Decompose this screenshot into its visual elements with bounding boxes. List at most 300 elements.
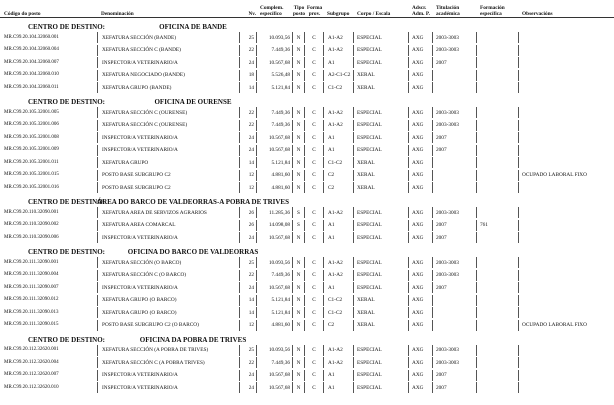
cell-corpo-escala: ESPECIAL (354, 57, 409, 68)
cell-tipo-posto: S (293, 207, 305, 218)
centro-de-destino-label: CENTRO DE DESTINO: (28, 98, 106, 106)
col-header-titulacion (433, 2, 477, 17)
cell-nivel: 14 (240, 82, 257, 93)
cell-adscricion: AXG (409, 232, 433, 243)
cell-subgrupo: A1-A2 (324, 257, 354, 268)
cell-complemento: 4.881,60 (257, 320, 293, 331)
cell-denominacion: XEFATURA SECCIÓN C (A POBRA TRIVES) (97, 357, 240, 368)
cell-nivel: 24 (240, 370, 257, 381)
cell-adscricion: AXG (409, 132, 433, 143)
cell-complemento: 10.093,56 (257, 257, 293, 268)
cell-tipo-posto: N (293, 382, 305, 393)
cell-denominacion: XEFATURA SECCIÓN (A POBRA DE TRIVES) (97, 345, 240, 356)
table-row (0, 157, 614, 168)
section-rows (0, 345, 614, 394)
cell-subgrupo: C1-C2 (324, 307, 354, 318)
table-row (0, 207, 614, 218)
cell-subgrupo: A1 (324, 370, 354, 381)
cell-observacions (519, 45, 614, 56)
cell-tipo-posto: N (293, 170, 305, 181)
cell-forma-prov: C (305, 232, 324, 243)
cell-complemento: 5.121,84 (257, 307, 293, 318)
cell-nivel: 12 (240, 320, 257, 331)
col-header-nivel-label: Nv. (248, 11, 256, 17)
cell-adscricion: AXG (409, 107, 433, 118)
cell-adscricion: AXG (409, 57, 433, 68)
cell-complemento: 5.526,48 (257, 70, 293, 81)
cell-formacion (477, 282, 519, 293)
cell-adscricion: AXG (409, 257, 433, 268)
section-rows (0, 257, 614, 331)
table-row (0, 270, 614, 281)
cell-adscricion: AXG (409, 70, 433, 81)
cell-nivel: 26 (240, 207, 257, 218)
cell-corpo-escala: ESPECIAL (354, 357, 409, 368)
cell-complemento: 14.098,08 (257, 220, 293, 231)
cell-formacion (477, 257, 519, 268)
cell-codigo-posto: MR.C99.20.111.32090.001 (4, 259, 59, 265)
cell-observacions (519, 295, 614, 306)
section-rows (0, 107, 614, 193)
section-title: OFICINA DE OURENSE (154, 98, 232, 106)
cell-titulacion (433, 170, 477, 181)
col-header-nivel (240, 2, 257, 17)
cell-subgrupo: C1-C2 (324, 295, 354, 306)
centro-section (0, 245, 614, 331)
cell-adscricion: AXG (409, 45, 433, 56)
cell-subgrupo: A1-A2 (324, 120, 354, 131)
cell-titulacion: 2003-3003 (433, 32, 477, 43)
cell-forma-prov: C (305, 207, 324, 218)
cell-formacion (477, 32, 519, 43)
cell-codigo-posto: MR.C99.20.110.32090.001 (4, 209, 59, 215)
col-header-denominacion-label: Denominación (101, 11, 134, 17)
cell-forma-prov: C (305, 270, 324, 281)
section-title: OFICINA DO BARCO DE VALDEORRAS (127, 248, 259, 256)
cell-adscricion: AXG (409, 170, 433, 181)
cell-formacion (477, 70, 519, 81)
col-header-corpo-label: Corpo / Escala (357, 11, 391, 17)
cell-subgrupo: A2-C1-C2 (324, 70, 354, 81)
cell-nivel: 22 (240, 45, 257, 56)
cell-formacion (477, 145, 519, 156)
cell-corpo-escala: XERAL (354, 320, 409, 331)
cell-denominacion: XEFATURA SECCIÓN C (OURENSE) (97, 120, 240, 131)
cell-forma-prov: C (305, 357, 324, 368)
cell-complemento: 10.567,68 (257, 370, 293, 381)
cell-corpo-escala: XERAL (354, 295, 409, 306)
table-row (0, 307, 614, 318)
cell-corpo-escala: XERAL (354, 307, 409, 318)
cell-corpo-escala: ESPECIAL (354, 282, 409, 293)
section-header (0, 195, 614, 206)
cell-subgrupo: A1 (324, 145, 354, 156)
cell-subgrupo: A1 (324, 232, 354, 243)
cell-corpo-escala: ESPECIAL (354, 120, 409, 131)
cell-codigo-posto: MR.C99.20.105.32001.016 (4, 184, 59, 190)
cell-complemento: 10.567,68 (257, 57, 293, 68)
cell-denominacion: XEFATURA AREA COMARCAL (97, 220, 240, 231)
col-header-formacion-line2: específica (480, 11, 502, 17)
cell-forma-prov: C (305, 282, 324, 293)
cell-codigo-posto: MR.C99.20.105.32001.008 (4, 134, 59, 140)
cell-tipo-posto: N (293, 45, 305, 56)
section-title: OFICINA DE BANDE (159, 23, 227, 31)
cell-titulacion: 2007 (433, 370, 477, 381)
cell-titulacion (433, 157, 477, 168)
cell-tipo-posto: N (293, 357, 305, 368)
cell-forma-prov: C (305, 82, 324, 93)
cell-observacions (519, 232, 614, 243)
cell-tipo-posto: N (293, 182, 305, 193)
cell-complemento: 10.567,68 (257, 132, 293, 143)
section-header (0, 20, 614, 31)
cell-observacions (519, 57, 614, 68)
cell-titulacion: 2007 (433, 57, 477, 68)
cell-denominacion: INSPECTOR/A VETERINARIO/A (97, 145, 240, 156)
cell-denominacion: INSPECTOR/A VETERINARIO/A (97, 57, 240, 68)
cell-codigo-posto: MR.C99.20.105.32001.015 (4, 172, 59, 177)
cell-corpo-escala: XERAL (354, 170, 409, 181)
cell-forma-prov: C (305, 257, 324, 268)
col-header-subgrupo (324, 2, 354, 17)
cell-codigo-posto: MR.C99.20.104.32060.004 (4, 47, 59, 52)
cell-subgrupo: A1 (324, 382, 354, 393)
col-header-codigo-label: Código do posto (4, 11, 41, 17)
cell-denominacion: INSPECTOR/A VETERINARIO/A (97, 232, 240, 243)
cell-codigo-posto: MR.C99.20.104.32060.007 (4, 59, 59, 65)
cell-codigo-posto: MR.C99.20.111.32090.004 (4, 272, 59, 277)
cell-observacions (519, 70, 614, 81)
cell-nivel: 24 (240, 382, 257, 393)
table-row (0, 320, 614, 331)
cell-nivel: 14 (240, 295, 257, 306)
cell-forma-prov: C (305, 70, 324, 81)
cell-codigo-posto: MR.C99.20.112.32620.001 (4, 347, 59, 352)
cell-adscricion: AXG (409, 382, 433, 393)
cell-codigo-posto: MR.C99.20.111.32090.015 (4, 322, 59, 327)
cell-forma-prov: C (305, 295, 324, 306)
cell-observacions (519, 382, 614, 393)
cell-formacion (477, 207, 519, 218)
cell-titulacion: 2003-3003 (433, 207, 477, 218)
col-header-tipo-line1: Tipo (293, 5, 305, 11)
cell-formacion (477, 120, 519, 131)
cell-tipo-posto: N (293, 157, 305, 168)
centro-section (0, 333, 614, 394)
cell-titulacion: 2003-3003 (433, 270, 477, 281)
cell-nivel: 12 (240, 182, 257, 193)
cell-corpo-escala: ESPECIAL (354, 145, 409, 156)
cell-forma-prov: C (305, 382, 324, 393)
centro-de-destino-label: CENTRO DE DESTINO: (28, 198, 106, 206)
cell-formacion (477, 270, 519, 281)
section-header (0, 95, 614, 106)
centro-de-destino-label: CENTRO DE DESTINO: (28, 335, 106, 344)
cell-tipo-posto: N (293, 120, 305, 131)
cell-forma-prov: C (305, 170, 324, 181)
cell-observacions: OCUPADO LABORAL FIXO (522, 322, 587, 328)
cell-titulacion (433, 182, 477, 193)
cell-denominacion: INSPECTOR/A VETERINARIO/A (97, 382, 240, 393)
cell-nivel: 14 (240, 307, 257, 318)
cell-forma-prov: C (305, 57, 324, 68)
cell-nivel: 24 (240, 232, 257, 243)
cell-denominacion: XEFATURA GRUPO (O BARCO) (97, 295, 240, 306)
cell-codigo-posto: MR.C99.20.104.32060.010 (4, 72, 59, 77)
cell-forma-prov: C (305, 132, 324, 143)
cell-observacions (519, 220, 614, 231)
cell-subgrupo: A1-A2 (324, 345, 354, 356)
cell-observacions: OCUPADO LABORAL FIXO (522, 172, 587, 178)
table-row (0, 357, 614, 368)
cell-nivel: 24 (240, 57, 257, 68)
cell-complemento: 10.093,56 (257, 32, 293, 43)
cell-titulacion: 2003-3003 (433, 107, 477, 118)
table-row (0, 370, 614, 381)
cell-complemento: 5.121,84 (257, 157, 293, 168)
table-row (0, 345, 614, 356)
cell-observacions (519, 207, 614, 218)
cell-subgrupo: C1-C2 (324, 157, 354, 168)
col-header-denominacion (97, 2, 240, 17)
cell-observacions (519, 132, 614, 143)
cell-corpo-escala: ESPECIAL (354, 270, 409, 281)
col-header-adscr-line2: Adm. P. (412, 11, 430, 17)
col-header-forma-line1: Forma (306, 5, 323, 11)
cell-adscricion: AXG (409, 270, 433, 281)
cell-observacions (519, 182, 614, 193)
cell-complemento: 10.567,68 (257, 145, 293, 156)
section-rows (0, 32, 614, 93)
cell-corpo-escala: ESPECIAL (354, 32, 409, 43)
cell-nivel: 22 (240, 270, 257, 281)
cell-complemento: 7.449,36 (257, 120, 293, 131)
cell-corpo-escala: ESPECIAL (354, 370, 409, 381)
cell-adscricion: AXG (409, 157, 433, 168)
cell-observacions (519, 120, 614, 131)
col-header-formacion-line1: Formación (480, 5, 505, 11)
cell-denominacion: XEFATURA AREA DE SERVIZOS AGRARIOS (97, 207, 240, 218)
col-header-complemento-line1: Complem. (260, 5, 284, 11)
cell-adscricion: AXG (409, 145, 433, 156)
table-row (0, 257, 614, 268)
col-header-complemento-line2: específico (260, 11, 282, 17)
cell-adscricion: AXG (409, 370, 433, 381)
cell-formacion (477, 57, 519, 68)
section-title: ÁREA DO BARCO DE VALDEORRAS-A POBRA DE TRIVES (97, 198, 289, 206)
cell-formacion (477, 357, 519, 368)
cell-titulacion (433, 307, 477, 318)
cell-codigo-posto: MR.C99.20.104.32060.011 (4, 84, 59, 90)
col-header-observacions-label: Observacións (522, 11, 553, 17)
cell-denominacion: INSPECTOR/A VETERINARIO/A (97, 282, 240, 293)
cell-denominacion: INSPECTOR/A VETERINARIO/A (97, 132, 240, 143)
cell-complemento: 7.449,36 (257, 357, 293, 368)
cell-denominacion: POSTO BASE SUBGRUPO C2 (97, 170, 240, 181)
cell-observacions (519, 307, 614, 318)
cell-codigo-posto: MR.C99.20.112.32620.007 (4, 372, 59, 377)
cell-titulacion (433, 82, 477, 93)
cell-corpo-escala: XERAL (354, 82, 409, 93)
cell-subgrupo: A1-A2 (324, 45, 354, 56)
cell-corpo-escala: ESPECIAL (354, 45, 409, 56)
cell-titulacion: 2007 (433, 282, 477, 293)
cell-subgrupo: A1 (324, 132, 354, 143)
cell-titulacion (433, 70, 477, 81)
cell-subgrupo: A1 (324, 282, 354, 293)
cell-nivel: 22 (240, 120, 257, 131)
cell-complemento: 5.121,84 (257, 295, 293, 306)
cell-observacions (519, 107, 614, 118)
section-title: OFICINA DA POBRA DE TRIVES (139, 335, 247, 344)
cell-nivel: 22 (240, 107, 257, 118)
cell-forma-prov: C (305, 32, 324, 43)
table-row (0, 32, 614, 43)
cell-nivel: 24 (240, 132, 257, 143)
cell-formacion (477, 157, 519, 168)
cell-subgrupo: C2 (324, 182, 354, 193)
cell-titulacion (433, 320, 477, 331)
cell-subgrupo: A1-A2 (324, 107, 354, 118)
table-row (0, 382, 614, 393)
cell-complemento: 7.449,36 (257, 270, 293, 281)
cell-forma-prov: C (305, 107, 324, 118)
cell-codigo-posto: MR.C99.20.111.32090.012 (4, 297, 59, 302)
cell-observacions (519, 345, 614, 356)
cell-complemento: 4.881,60 (257, 182, 293, 193)
cell-codigo-posto: MR.C99.20.111.32090.013 (4, 309, 59, 315)
cell-tipo-posto: N (293, 282, 305, 293)
col-header-tipo-line2: posto (293, 11, 305, 17)
col-header-titulacion-line2: académica (436, 11, 460, 17)
cell-nivel: 22 (240, 357, 257, 368)
table-row (0, 82, 614, 93)
centro-de-destino-label: CENTRO DE DESTINO: (28, 23, 106, 31)
section-rows (0, 207, 614, 243)
table-row (0, 145, 614, 156)
cell-nivel: 25 (240, 32, 257, 43)
cell-codigo-posto: MR.C99.20.104.32060.001 (4, 34, 59, 40)
cell-denominacion: XEFATURA SECCIÓN (BANDE) (97, 32, 240, 43)
cell-complemento: 10.567,68 (257, 232, 293, 243)
cell-titulacion (433, 295, 477, 306)
cell-tipo-posto: N (293, 107, 305, 118)
cell-observacions (519, 282, 614, 293)
cell-subgrupo: C2 (324, 170, 354, 181)
table-row (0, 57, 614, 68)
cell-complemento: 4.881,60 (257, 170, 293, 181)
cell-forma-prov: C (305, 120, 324, 131)
cell-subgrupo: A1 (324, 220, 354, 231)
cell-tipo-posto: N (293, 345, 305, 356)
col-header-tipo-posto (293, 2, 305, 17)
cell-codigo-posto: MR.C99.20.110.32090.002 (4, 222, 59, 227)
table-row (0, 232, 614, 243)
cell-observacions (519, 82, 614, 93)
cell-formacion (477, 170, 519, 181)
cell-formacion (477, 232, 519, 243)
cell-subgrupo: A1-A2 (324, 32, 354, 43)
table-row (0, 132, 614, 143)
cell-tipo-posto: N (293, 270, 305, 281)
cell-corpo-escala: ESPECIAL (354, 107, 409, 118)
cell-subgrupo: C2 (324, 320, 354, 331)
cell-codigo-posto: MR.C99.20.105.32001.006 (4, 122, 59, 127)
cell-forma-prov: C (305, 370, 324, 381)
col-header-forma-prov (305, 2, 324, 17)
cell-codigo-posto: MR.C99.20.111.32090.007 (4, 284, 59, 290)
cell-denominacion: XEFATURA NEGOCIADO (BANDE) (97, 70, 240, 81)
cell-formacion (477, 82, 519, 93)
cell-adscricion: AXG (409, 345, 433, 356)
col-header-formacion (477, 2, 519, 17)
cell-complemento: 10.567,68 (257, 282, 293, 293)
cell-tipo-posto: N (293, 82, 305, 93)
cell-titulacion: 2003-3003 (433, 120, 477, 131)
table-row (0, 295, 614, 306)
centro-section (0, 95, 614, 193)
cell-tipo-posto: N (293, 145, 305, 156)
col-header-corpo-escala (354, 2, 409, 17)
cell-corpo-escala: XERAL (354, 182, 409, 193)
cell-corpo-escala: XERAL (354, 157, 409, 168)
cell-denominacion: XEFATURA SECCIÓN C (O BARCO) (97, 270, 240, 281)
cell-formacion (477, 182, 519, 193)
cell-adscricion: AXG (409, 32, 433, 43)
cell-denominacion: XEFATURA SECCIÓN C (BANDE) (97, 45, 240, 56)
cell-denominacion: POSTO BASE SUBGRUPO C2 (O BARCO) (97, 320, 240, 331)
cell-tipo-posto: N (293, 257, 305, 268)
cell-corpo-escala: XERAL (354, 70, 409, 81)
cell-nivel: 25 (240, 345, 257, 356)
centro-section (0, 20, 614, 93)
cell-denominacion: XEFATURA SECCIÓN (O BARCO) (97, 257, 240, 268)
cell-tipo-posto: N (293, 70, 305, 81)
cell-forma-prov: C (305, 145, 324, 156)
cell-formacion (477, 45, 519, 56)
cell-corpo-escala: ESPECIAL (354, 207, 409, 218)
cell-codigo-posto: MR.C99.20.105.32001.011 (4, 159, 59, 165)
table-row (0, 220, 614, 231)
cell-codigo-posto: MR.C99.20.112.32620.010 (4, 384, 59, 390)
cell-nivel: 25 (240, 257, 257, 268)
cell-denominacion: XEFATURA GRUPO (O BARCO) (97, 307, 240, 318)
cell-nivel: 14 (240, 157, 257, 168)
cell-codigo-posto: MR.C99.20.105.32001.009 (4, 147, 59, 152)
cell-adscricion: AXG (409, 120, 433, 131)
cell-titulacion: 2003-3003 (433, 357, 477, 368)
cell-formacion (477, 132, 519, 143)
cell-tipo-posto: N (293, 307, 305, 318)
cell-codigo-posto: MR.C99.20.112.32620.004 (4, 359, 59, 365)
col-header-titulacion-line1: Titulación (436, 5, 460, 11)
cell-adscricion: AXG (409, 220, 433, 231)
cell-formacion (477, 295, 519, 306)
cell-tipo-posto: N (293, 232, 305, 243)
cell-complemento: 7.449,36 (257, 45, 293, 56)
cell-denominacion: XEFATURA GRUPO (97, 157, 240, 168)
cell-forma-prov: C (305, 157, 324, 168)
cell-tipo-posto: N (293, 320, 305, 331)
cell-subgrupo: A1-A2 (324, 207, 354, 218)
table-header (0, 0, 614, 18)
cell-formacion (477, 370, 519, 381)
table-row (0, 45, 614, 56)
cell-corpo-escala: ESPECIAL (354, 345, 409, 356)
cell-denominacion: XEFATURA SECCIÓN C (OURENSE) (97, 107, 240, 118)
cell-titulacion: 2007 (433, 145, 477, 156)
